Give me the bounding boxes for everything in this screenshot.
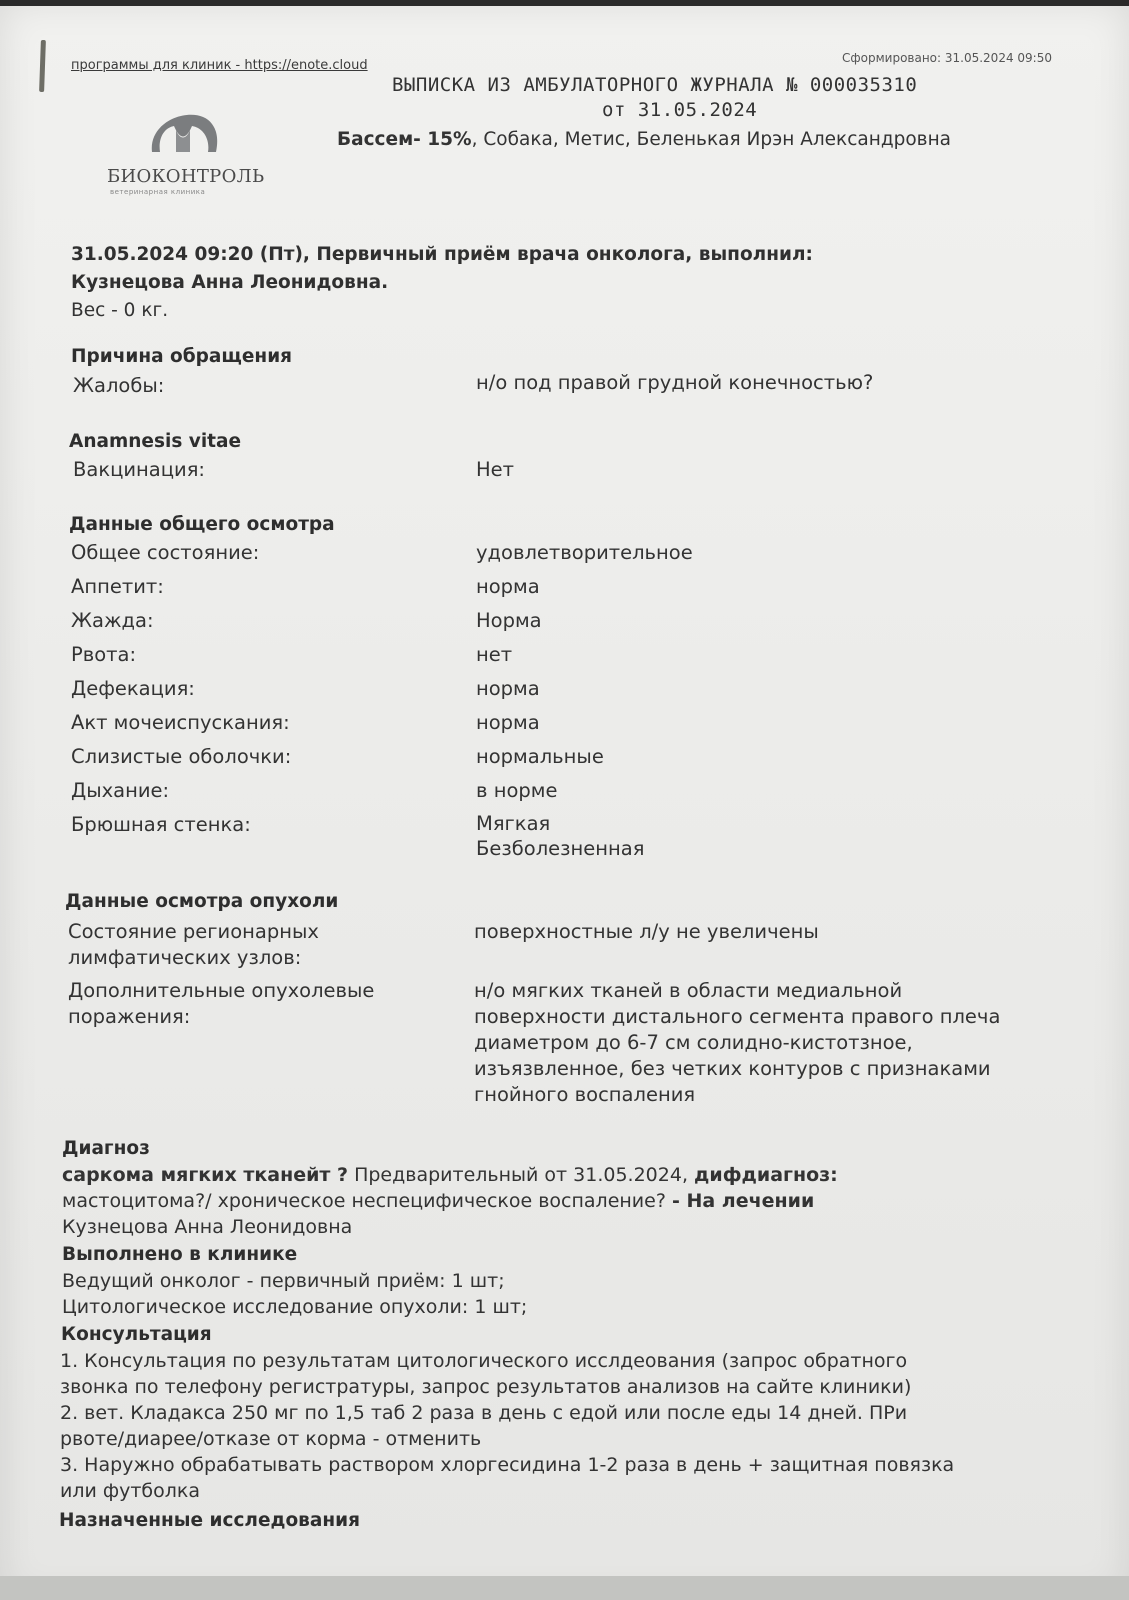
row-value-abdomen: Мягкая <box>476 812 551 835</box>
row-value-lesions-5: гнойного воспаления <box>474 1083 696 1106</box>
section-reason-title: Причина обращения <box>71 346 293 367</box>
consultation-line: 3. Наружно обрабатывать раствором хлоргесидина 1-2 раза в день + защитная повязка <box>60 1454 955 1476</box>
clinic-subtitle: ветеринарная клиника <box>110 188 206 196</box>
row-label-complaints: Жалобы: <box>73 374 165 397</box>
patient-line <box>337 129 951 150</box>
diagnosis-main: саркома мягких тканейт ? <box>62 1164 349 1186</box>
row-label-defecation: Дефекация: <box>71 677 195 700</box>
diagnosis-preliminary: Предварительный от 31.05.2024, <box>348 1164 695 1186</box>
row-value-complaints: н/о под правой грудной конечностью? <box>476 371 874 394</box>
section-consultation-title: Консультация <box>61 1324 212 1345</box>
row-value-lymph: поверхностные л/у не увеличены <box>474 920 819 943</box>
diagnosis-line-1 <box>62 1164 838 1186</box>
row-label-breathing: Дыхание: <box>71 779 170 802</box>
row-label-abdomen: Брюшная стенка: <box>71 813 251 836</box>
section-diagnosis-title: Диагноз <box>62 1138 150 1159</box>
pen-mark <box>39 40 46 92</box>
row-value-abdomen-2: Безболезненная <box>476 837 645 860</box>
photo-edge-bottom <box>0 1576 1129 1600</box>
row-value-appetite: норма <box>476 575 540 598</box>
consultation-line: рвоте/диарее/отказе от корма - отменить <box>60 1428 482 1450</box>
row-label-lymph-1: Состояние регионарных <box>68 920 319 943</box>
section-studies-title: Назначенные исследования <box>59 1510 360 1531</box>
row-value-thirst: Норма <box>476 609 542 632</box>
row-value-urination: норма <box>476 711 540 734</box>
consultation-line: звонка по телефону регистратуры, запрос результатов анализов на сайте клиники) <box>60 1376 912 1398</box>
row-value-breathing: в норме <box>476 779 558 802</box>
performed-item: Ведущий онколог - первичный приём: 1 шт; <box>62 1270 505 1292</box>
differential-label: дифдиагноз: <box>694 1164 838 1186</box>
row-label-lesions-2: поражения: <box>68 1005 191 1028</box>
row-label-urination: Акт мочеиспускания: <box>71 711 290 734</box>
section-performed-title: Выполнено в клинике <box>62 1244 298 1265</box>
photo-edge-top <box>0 0 1129 6</box>
row-label-vomiting: Рвота: <box>71 643 137 666</box>
row-value-vomiting: нет <box>476 643 513 666</box>
row-value-condition: удовлетворительное <box>476 541 693 564</box>
row-label-lesions-1: Дополнительные опухолевые <box>68 979 375 1002</box>
consultation-line: 1. Консультация по результатам цитологического исслдеования (запрос обратного <box>60 1350 908 1372</box>
patient-details: , Собака, Метис, Беленькая Ирэн Александровна <box>471 129 952 150</box>
row-label-vaccination: Вакцинация: <box>73 458 205 481</box>
section-anamnesis-title: Anamnesis vitae <box>69 431 242 452</box>
journal-date: от 31.05.2024 <box>602 99 758 121</box>
differential-text: мастоцитома?/ хроническое неспецифическое воспаление? <box>62 1190 672 1212</box>
diagnosis-line-2 <box>62 1190 814 1212</box>
row-label-appetite: Аппетит: <box>71 575 164 598</box>
weight: Вес - 0 кг. <box>71 300 169 321</box>
row-value-vaccination: Нет <box>476 458 515 481</box>
row-label-thirst: Жажда: <box>71 609 154 632</box>
row-label-lymph-2: лимфатических узлов: <box>68 946 302 969</box>
row-value-lesions-2: поверхности дистального сегмента правого плеча <box>474 1005 1001 1028</box>
section-general-title: Данные общего осмотра <box>69 514 335 535</box>
visit-doctor: Кузнецова Анна Леонидовна. <box>71 272 389 293</box>
journal-title: ВЫПИСКА ИЗ АМБУЛАТОРНОГО ЖУРНАЛА № 000035310 <box>392 74 918 96</box>
row-value-lesions-1: н/о мягких тканей в области медиальной <box>474 979 903 1002</box>
row-value-lesions-3: диаметром до 6-7 см солидно-кистотзное, <box>474 1031 913 1054</box>
row-label-mucosa: Слизистые оболочки: <box>71 745 292 768</box>
consultation-line: или футболка <box>60 1480 201 1502</box>
row-label-condition: Общее состояние: <box>71 541 260 564</box>
diagnosis-doctor: Кузнецова Анна Леонидовна <box>62 1216 353 1238</box>
generated-timestamp: Сформировано: 31.05.2024 09:50 <box>842 51 1052 65</box>
row-value-defecation: норма <box>476 677 540 700</box>
software-link[interactable]: программы для клиник - https://enote.cloud <box>71 58 368 73</box>
visit-line-1: 31.05.2024 09:20 (Пт), Первичный приём врача онколога, выполнил: <box>71 244 813 265</box>
patient-name: Бассем- 15% <box>337 129 472 150</box>
row-value-mucosa: нормальные <box>476 745 604 768</box>
performed-item: Цитологическое исследование опухоли: 1 шт; <box>62 1296 528 1318</box>
consultation-line: 2. вет. Кладакса 250 мг по 1,5 таб 2 раза в день с едой или после еды 14 дней. ПРи <box>60 1402 908 1424</box>
section-tumor-title: Данные осмотра опухоли <box>65 891 339 912</box>
treatment-status: - На лечении <box>671 1190 815 1212</box>
row-value-lesions-4: изъязвленное, без четких контуров с признаками <box>474 1057 991 1080</box>
clinic-name: БИОКОНТРОЛЬ <box>107 166 265 187</box>
